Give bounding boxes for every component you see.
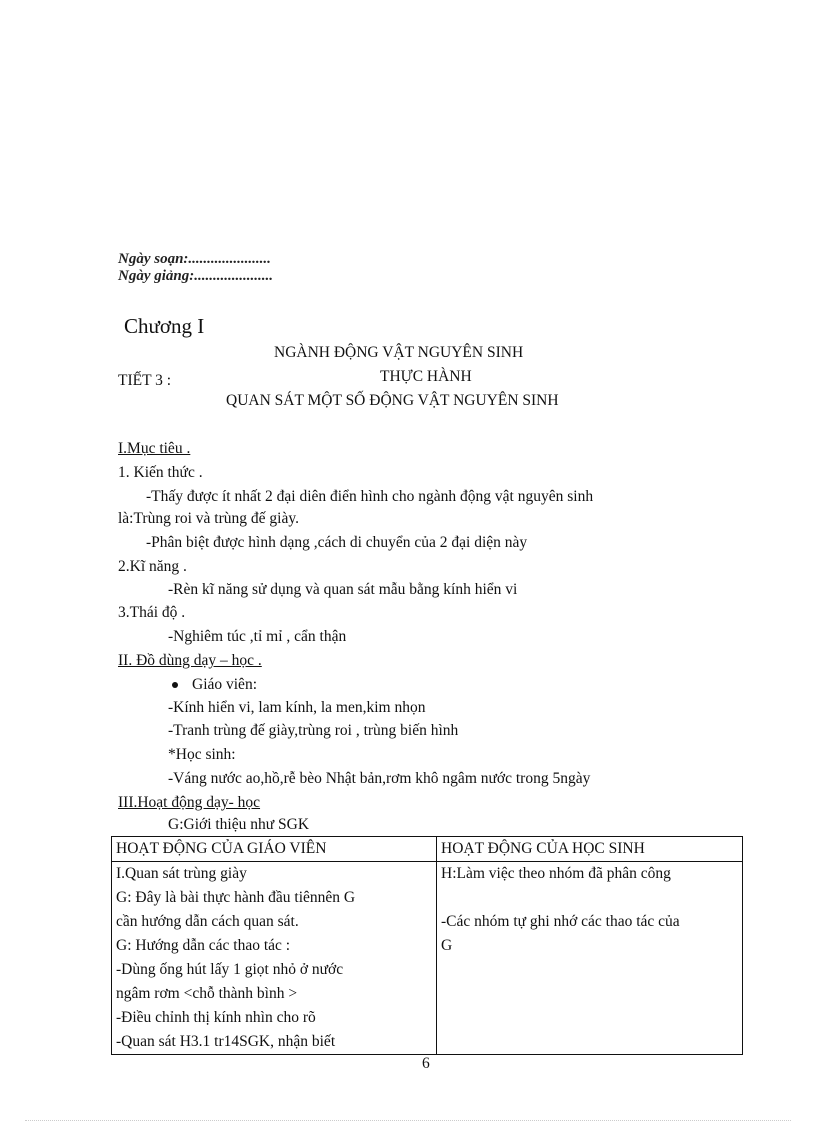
knowledge-heading: 1. Kiến thức .: [118, 464, 203, 481]
chapter-title: Chương I: [124, 314, 205, 338]
activities-heading: III.Hoạt động dạy- học: [118, 794, 261, 811]
student-activity-line: -Các nhóm tự ghi nhớ các thao tác của: [441, 913, 680, 930]
teacher-activity-line: I.Quan sát trùng giày: [116, 865, 247, 882]
page-edge-divider: [25, 1120, 791, 1121]
prep-date: Ngày soạn:......................: [118, 251, 271, 267]
teacher-activity-line: -Dùng ống hút lấy 1 giọt nhỏ ở nước: [116, 961, 344, 978]
student-activity-line: H:Làm việc theo nhóm đã phân công: [441, 865, 671, 882]
materials-heading: II. Đồ dùng dạy – học .: [118, 652, 262, 669]
page-number: 6: [422, 1055, 430, 1072]
teacher-material-1: -Kính hiển vi, lam kính, la men,kim nhọn: [168, 699, 426, 716]
activities-table: [111, 836, 743, 1055]
student-label: *Học sinh:: [168, 746, 236, 763]
teacher-activity-cell: [112, 862, 437, 1055]
knowledge-line-2: -Phân biệt được hình dạng ,cách di chuyển của 2 đại diện này: [146, 534, 528, 551]
attitude-line-1: -Nghiêm túc ,tỉ mỉ , cẩn thận: [168, 628, 347, 645]
bullet-icon: [172, 682, 178, 688]
skills-line-1: -Rèn kĩ năng sử dụng và quan sát mẫu bằng kính hiển vi: [168, 581, 518, 598]
activities-intro: G:Giới thiệu như SGK: [168, 816, 310, 833]
student-activity-line: G: [441, 937, 453, 954]
teacher-activity-line: cần hướng dẫn cách quan sát.: [116, 913, 299, 930]
teacher-material-2: -Tranh trùng đế giày,trùng roi , trùng biến hình: [168, 722, 459, 739]
teacher-activity-line: G: Hướng dẫn các thao tác :: [116, 937, 291, 954]
lesson-title: QUAN SÁT MỘT SỐ ĐỘNG VẬT NGUYÊN SINH: [226, 392, 559, 409]
knowledge-line-1b: là:Trùng roi và trùng đế giày.: [118, 510, 299, 527]
objectives-heading: I.Mục tiêu .: [118, 440, 191, 457]
teacher-activity-line: -Điều chỉnh thị kính nhìn cho rõ: [116, 1009, 316, 1026]
attitude-heading: 3.Thái độ .: [118, 604, 186, 621]
skills-heading: 2.Kĩ năng .: [118, 558, 187, 575]
teach-date: Ngày giảng:.....................: [118, 268, 273, 284]
student-material-1: -Váng nước ao,hồ,rễ bèo Nhật bản,rơm khô ngâm nước trong 5ngày: [168, 770, 591, 787]
student-column-header: HOẠT ĐỘNG CỦA HỌC SINH: [437, 837, 743, 862]
period-label: TIẾT 3 :: [118, 372, 172, 389]
teacher-materials-item: [172, 676, 257, 694]
phylum-title: NGÀNH ĐỘNG VẬT NGUYÊN SINH: [274, 344, 524, 361]
practice-title: THỰC HÀNH: [380, 368, 472, 385]
student-activity-cell: [437, 862, 743, 1055]
knowledge-line-1a: -Thấy được ít nhất 2 đại diên điển hình cho ngành động vật nguyên sinh: [146, 488, 594, 505]
teacher-activity-line: -Quan sát H3.1 tr14SGK, nhận biết: [116, 1033, 336, 1050]
teacher-activity-line: ngâm rơm <chỗ thành bình >: [116, 985, 298, 1002]
teacher-column-header: HOẠT ĐỘNG CỦA GIÁO VIÊN: [112, 837, 437, 862]
teacher-label: Giáo viên:: [192, 676, 257, 693]
student-activity-line: [441, 886, 738, 910]
teacher-activity-line: G: Đây là bài thực hành đầu tiênnên G: [116, 889, 356, 906]
